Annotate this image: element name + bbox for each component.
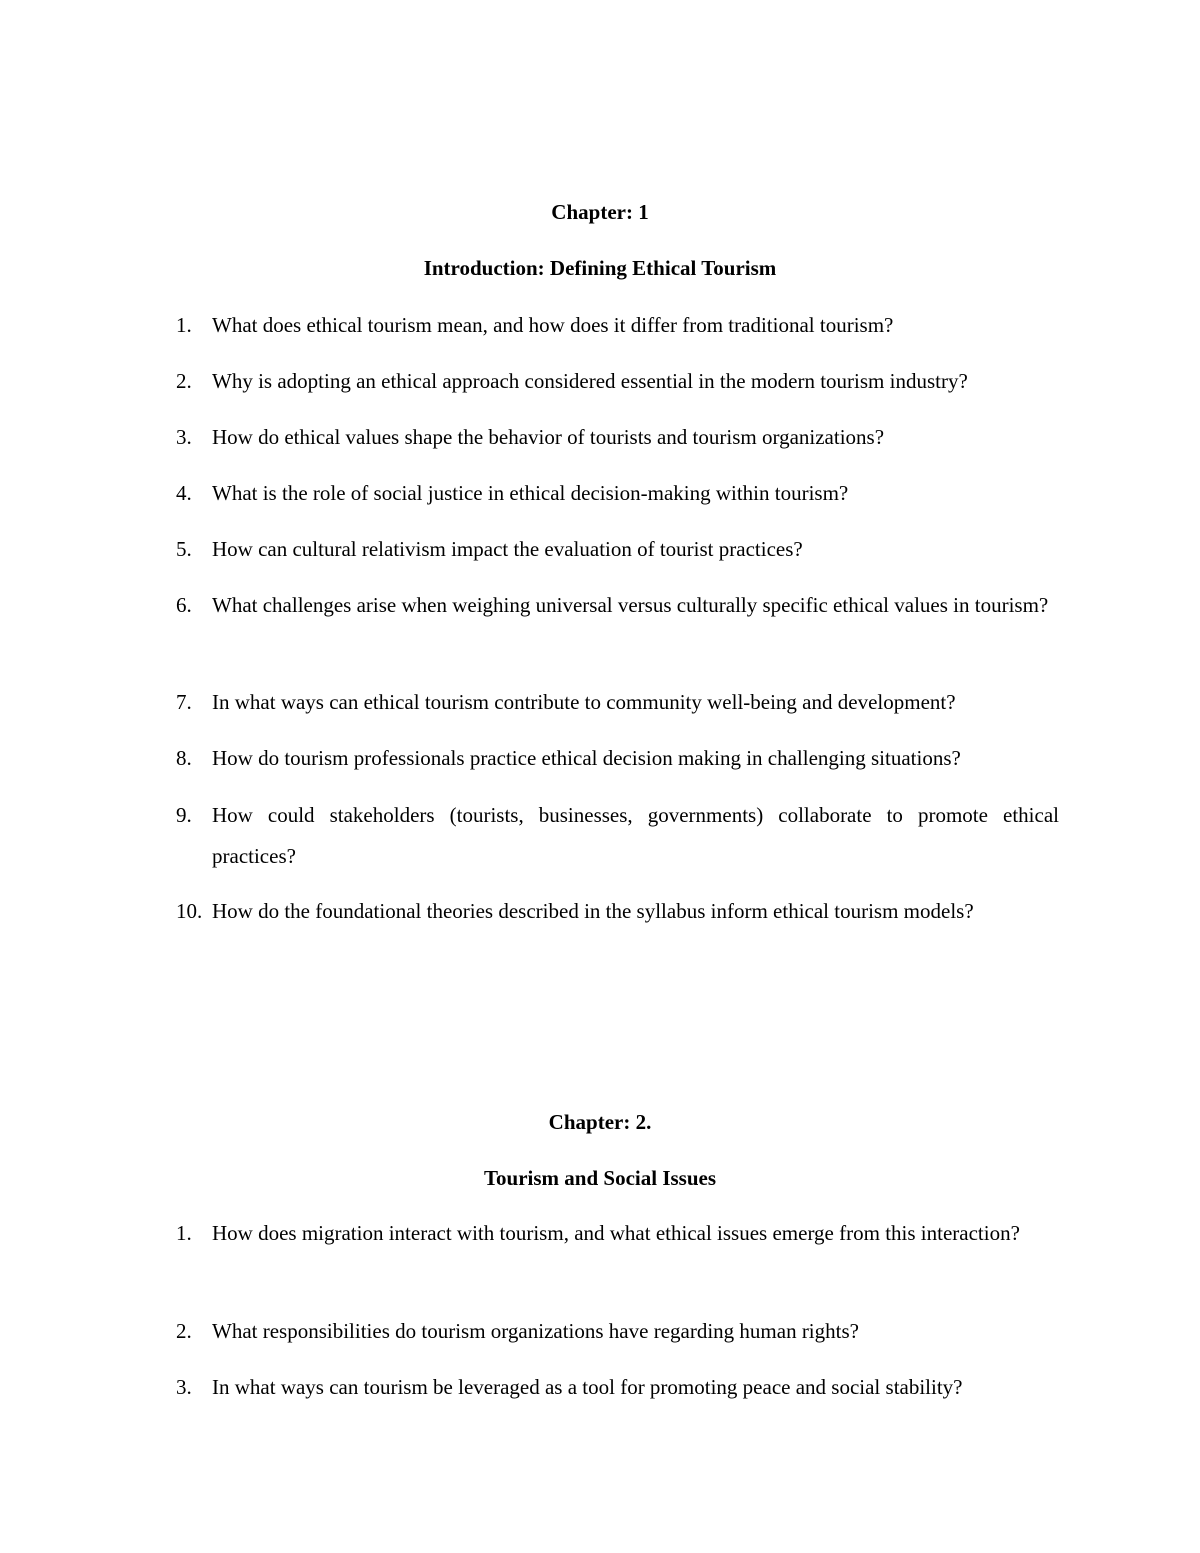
list-item-text: How can cultural relativism impact the evaluation of tourist practices?	[212, 537, 803, 561]
list-item-number: 2.	[176, 369, 192, 393]
list-item-number: 7.	[176, 690, 192, 714]
list-item-number: 1.	[176, 1221, 192, 1245]
chapter-2-heading: Chapter: 2.	[548, 1110, 652, 1134]
list-item-text: What is the role of social justice in ethical decision-making within tourism?	[212, 481, 849, 505]
list-item-number: 2.	[176, 1319, 192, 1343]
list-item-number: 5.	[176, 537, 192, 561]
list-item-number: 3.	[176, 1375, 192, 1399]
list-item-text: In what ways can tourism be leveraged as a tool for promoting peace and social stability?	[212, 1375, 963, 1399]
list-item-text: What challenges arise when weighing universal versus culturally specific ethical values in tourism?	[212, 593, 1049, 617]
list-item-text: Why is adopting an ethical approach considered essential in the modern tourism industry?	[212, 369, 968, 393]
list-item-number: 4.	[176, 481, 192, 505]
list-item-text: How do ethical values shape the behavior of tourists and tourism organizations?	[212, 425, 885, 449]
list-item-text: In what ways can ethical tourism contribute to community well-being and development?	[212, 690, 956, 714]
list-item-text: How do the foundational theories described in the syllabus inform ethical tourism models?	[212, 899, 974, 923]
chapter-1-title: Introduction: Defining Ethical Tourism	[423, 256, 777, 280]
list-item-text: What does ethical tourism mean, and how does it differ from traditional tourism?	[212, 313, 894, 337]
chapter-2-title: Tourism and Social Issues	[483, 1166, 717, 1190]
list-item-text: What responsibilities do tourism organizations have regarding human rights?	[212, 1319, 859, 1343]
list-item-number: 1.	[176, 313, 192, 337]
chapter-1-heading: Chapter: 1	[551, 200, 649, 224]
list-item-text: How could stakeholders (tourists, businesses, governments) collaborate to promote ethical practices?	[212, 803, 1059, 868]
list-item-number: 3.	[176, 425, 192, 449]
list-item-number: 8.	[176, 746, 192, 770]
list-item-text: How do tourism professionals practice ethical decision making in challenging situations?	[212, 746, 961, 770]
list-item-number: 10.	[176, 899, 203, 923]
list-item-text: How does migration interact with tourism, and what ethical issues emerge from this interaction?	[212, 1221, 1020, 1245]
list-item-number: 6.	[176, 593, 192, 617]
list-item-number: 9.	[176, 803, 192, 827]
